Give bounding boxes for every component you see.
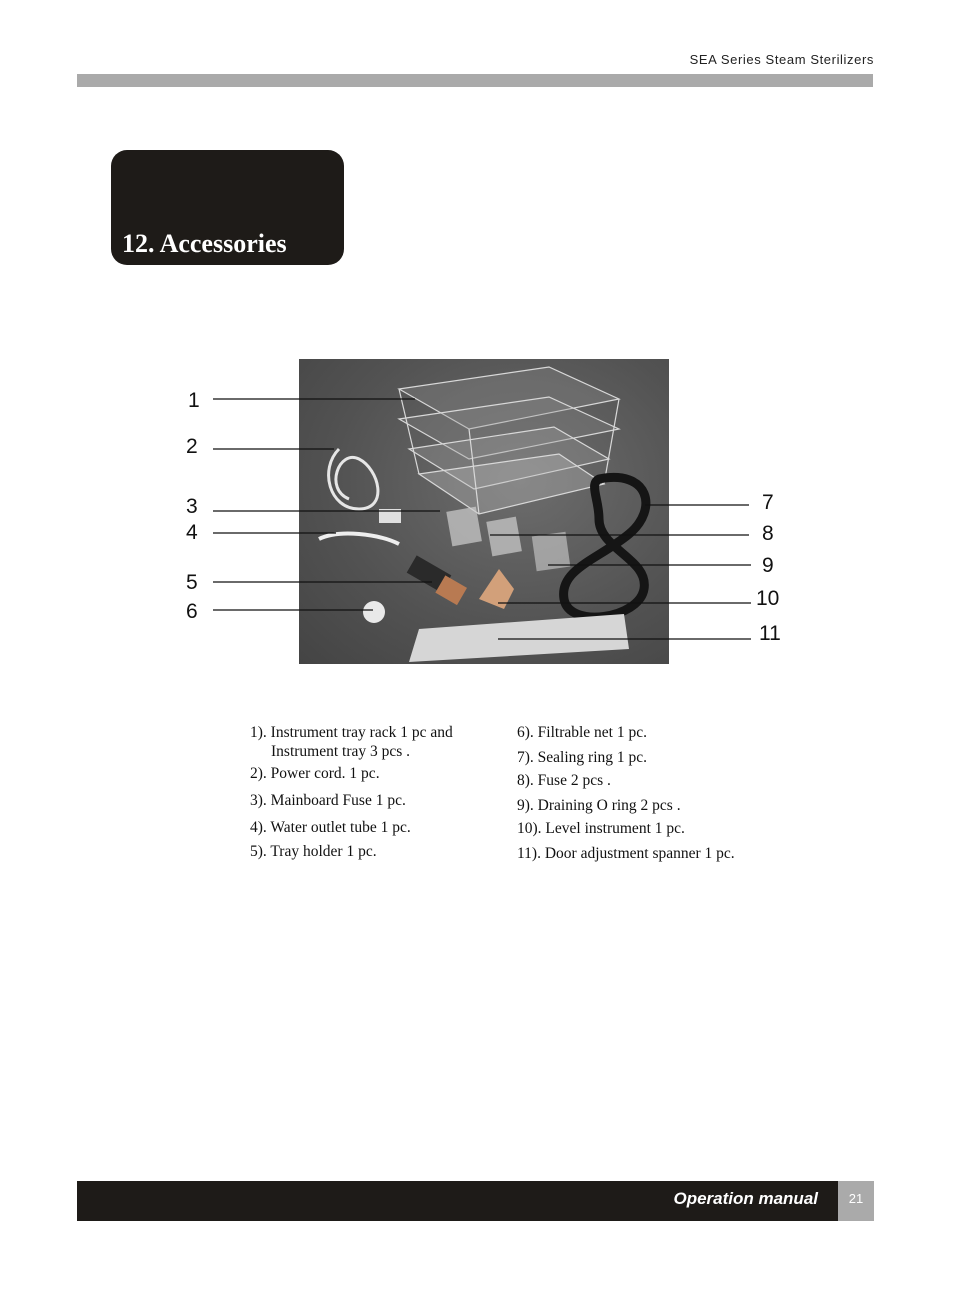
page-number: 21 — [848, 1191, 864, 1206]
spanner-illustration — [409, 614, 629, 662]
page-number-box — [838, 1181, 874, 1221]
list-item: 9). Draining O ring 2 pcs . — [517, 797, 681, 814]
list-item: 1). Instrument tray rack 1 pc and — [250, 724, 453, 741]
footer-label: Operation manual — [673, 1189, 818, 1208]
list-item: Instrument tray 3 pcs . — [271, 743, 411, 760]
callout-number-10: 10 — [756, 587, 780, 610]
fuse-bag-illustration — [446, 507, 482, 547]
section-tab — [111, 150, 344, 265]
list-item: 11). Door adjustment spanner 1 pc. — [517, 845, 735, 862]
section-title: 12. Accessories — [122, 229, 287, 258]
callout-number-6: 6 — [186, 600, 198, 623]
power-cord-illustration — [329, 449, 401, 523]
callout-number-3: 3 — [186, 495, 198, 518]
accessories-photo — [299, 359, 669, 664]
list-item: 7). Sealing ring 1 pc. — [517, 749, 648, 766]
list-item: 4). Water outlet tube 1 pc. — [250, 819, 411, 836]
list-item: 10). Level instrument 1 pc. — [517, 820, 685, 837]
o-ring-bag-illustration — [532, 532, 571, 571]
tube-illustration — [319, 534, 399, 544]
fuse-bag-illustration-2 — [486, 517, 522, 557]
callout-number-9: 9 — [762, 554, 774, 577]
sealing-ring-illustration — [564, 477, 646, 617]
callout-number-7: 7 — [762, 491, 774, 514]
list-item: 2). Power cord. 1 pc. — [250, 765, 380, 782]
running-header: SEA Series Steam Sterilizers — [689, 52, 874, 67]
callout-number-4: 4 — [186, 521, 198, 544]
list-item: 8). Fuse 2 pcs . — [517, 772, 611, 789]
accessories-illustration — [299, 359, 669, 664]
callout-number-5: 5 — [186, 571, 198, 594]
list-item: 5). Tray holder 1 pc. — [250, 843, 377, 860]
callout-number-2: 2 — [186, 435, 198, 458]
level-instrument-illustration — [479, 569, 514, 609]
callout-number-8: 8 — [762, 522, 774, 545]
tray-rack-illustration — [399, 367, 619, 514]
filter-net-illustration — [363, 601, 385, 623]
header-rule — [77, 74, 873, 87]
footer-bar — [77, 1181, 838, 1221]
callout-number-11: 11 — [759, 622, 781, 645]
list-item: 3). Mainboard Fuse 1 pc. — [250, 792, 406, 809]
callout-number-1: 1 — [188, 389, 200, 412]
list-item: 6). Filtrable net 1 pc. — [517, 724, 647, 741]
